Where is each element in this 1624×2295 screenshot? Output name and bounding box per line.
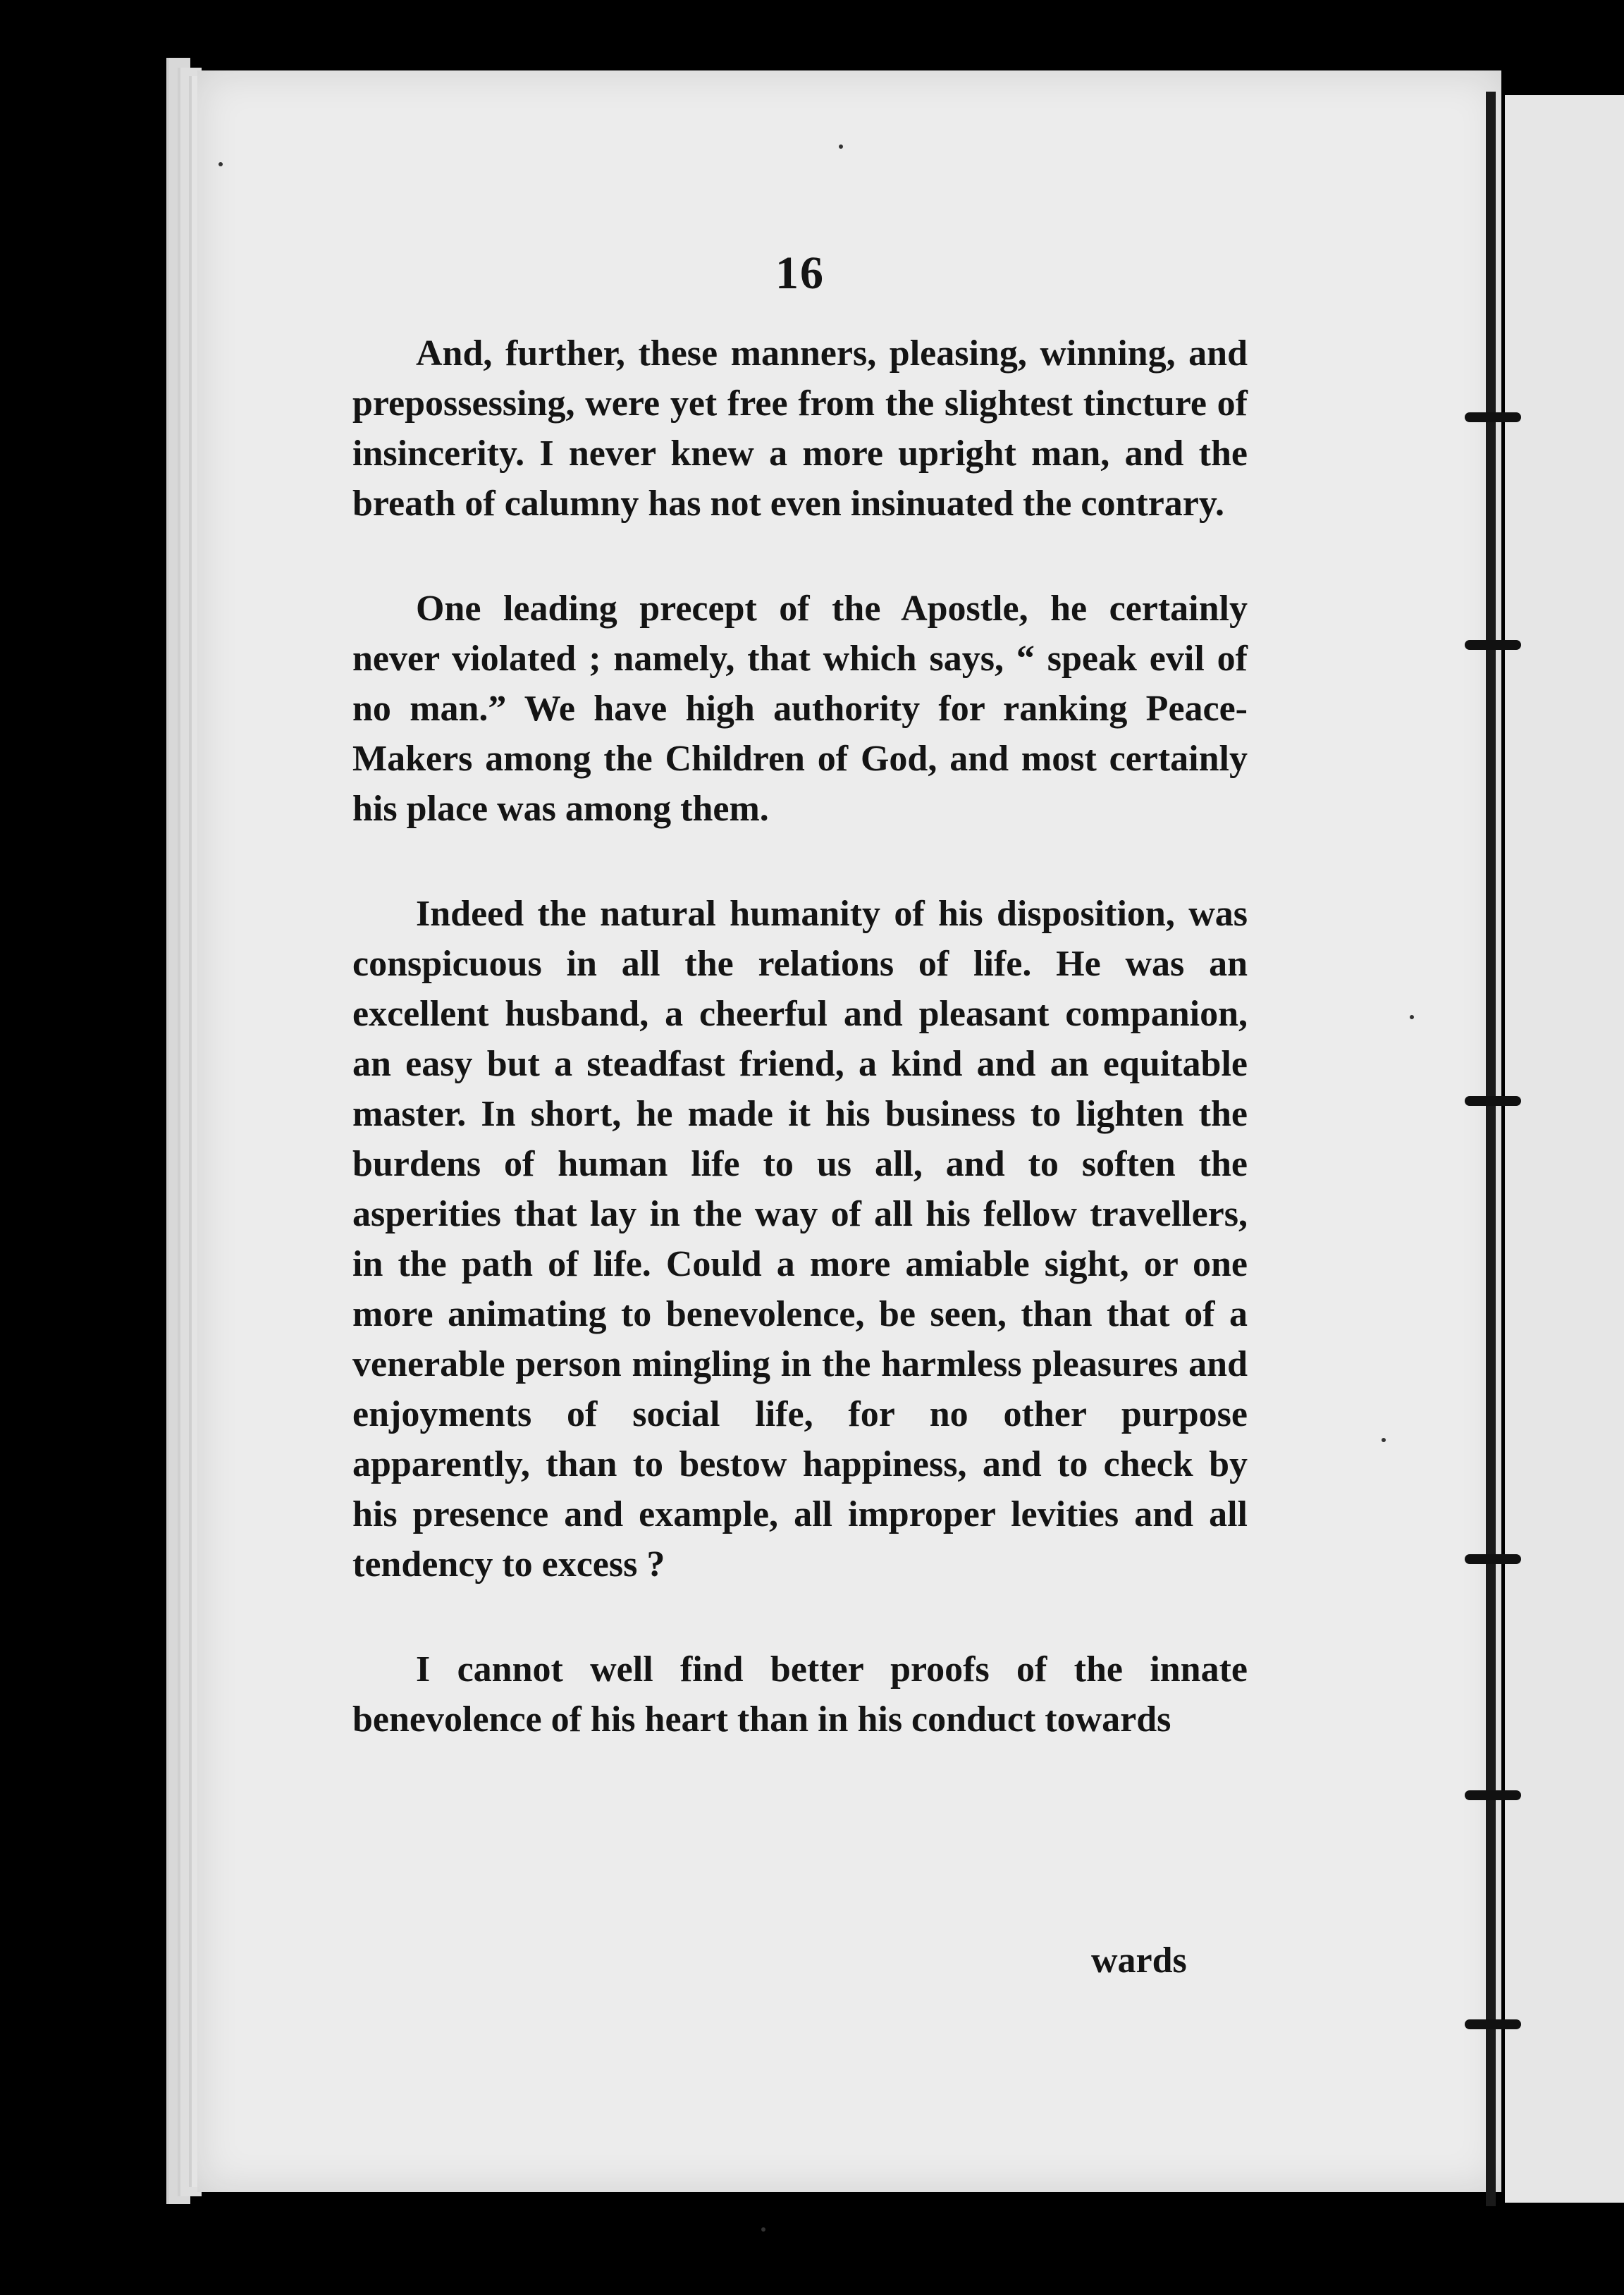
paragraph-manners: And, further, these manners, pleasing, winning, and prepossessing, were yet free from the slightest tincture of insincerity. I never knew a more upright man, and the breath of calumny has not even insinuated the contrary. — [352, 333, 1248, 524]
catchword: wards — [1091, 1940, 1187, 1981]
adjacent-page-strip — [1505, 95, 1624, 2203]
binding-stitch — [1465, 640, 1521, 650]
paragraph-humanity: Indeed the natural humanity of his disposition, was conspicuous in all the relations of life. He was an excellent husband, a cheerful and pleasant companion, an easy but a steadfast friend, a kind and an equitable master. In short, he made it his business to lighten the burdens of human life to us all, and to soften the asperities that lay in the way of all his fellow travellers, in the path of life. Could a more amiable sight, or one more animating to benevolence, be seen, than that of a venerable person mingling in the harmless pleasures and enjoyments of social life, for no other purpose apparently, than to bestow happiness, and to check by his presence and example, all improper levities and all tendency to excess ? — [352, 894, 1248, 1585]
paper-speck — [219, 162, 223, 166]
paper-speck — [1410, 1015, 1414, 1019]
binding-stitch — [1465, 1096, 1521, 1106]
page-text — [352, 247, 1248, 1799]
paragraph-precept: One leading precept of the Apostle, he certainly never violated ; namely, that which says, “ speak evil of no man.” We have high authority for ranking Peace-Makers among the Children of God, and most certainly his place was among them. — [352, 589, 1248, 829]
binding-stitch — [1465, 1554, 1521, 1564]
page-number: 16 — [775, 247, 825, 299]
paper-speck — [839, 144, 843, 149]
paper-speck — [1382, 1438, 1386, 1442]
binding-gutter — [1486, 92, 1496, 2206]
paper-speck — [761, 2227, 765, 2232]
paragraph-benevolence: I cannot well find better proofs of the innate benevolence of his heart than in his conduct towards — [352, 1649, 1248, 1740]
binding-stitch — [1465, 412, 1521, 422]
binding-stitch — [1465, 2019, 1521, 2029]
binding-stitch — [1465, 1790, 1521, 1800]
